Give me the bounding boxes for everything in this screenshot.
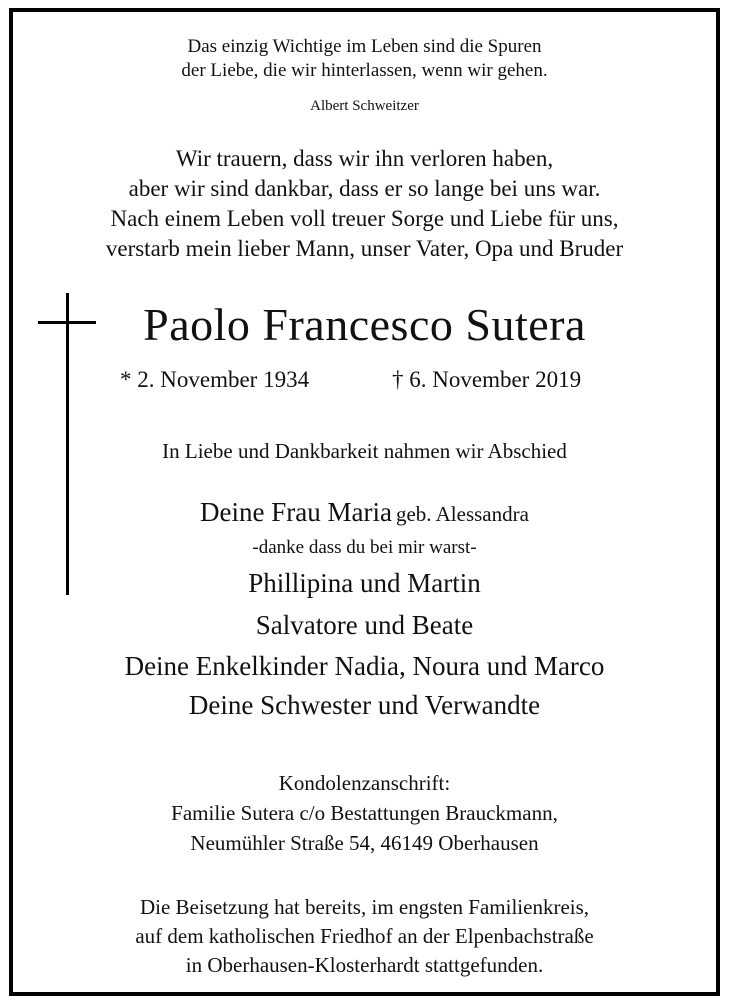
birth-date: * 2. November 1934 [120,367,310,392]
burial-line-2: auf dem katholischen Friedhof an der Elpenbachstraße [135,924,594,948]
family-line-2: Phillipina und Martin [248,568,481,598]
family-wife-line [0,499,729,526]
family-line-3: Salvatore und Beate [255,610,474,640]
intro-line-2: aber wir sind dankbar, dass er so lange bei uns war. [128,176,601,201]
family-line-5: Deine Schwester und Verwandte [188,690,541,720]
deceased-name: Paolo Francesco Sutera [143,299,586,350]
farewell-text: In Liebe und Dankbarkeit nahmen wir Abschied [162,439,567,463]
condolence-line-2: Neumühler Straße 54, 46149 Oberhausen [190,831,539,855]
intro-line-1: Wir trauern, dass wir ihn verloren haben, [175,146,554,171]
death-date: † 6. November 2019 [392,367,582,392]
intro-line-4: verstarb mein lieber Mann, unser Vater, Opa und Bruder [105,236,624,261]
quote-line-2: der Liebe, die wir hinterlassen, wenn wir gehen. [181,60,548,81]
quote-author: Albert Schweitzer [310,98,419,114]
quote-line-1: Das einzig Wichtige im Leben sind die Spuren [187,36,542,57]
family-wife-note: -danke dass du bei mir warst- [252,537,477,558]
family-wife-maiden: geb. Alessandra [395,502,529,526]
family-wife: Deine Frau Maria [200,497,392,527]
family-line-4: Deine Enkelkinder Nadia, Noura und Marco [124,651,605,681]
burial-line-1: Die Beisetzung hat bereits, im engsten Familienkreis, [139,895,590,919]
condolence-heading: Kondolenzanschrift: [278,771,451,795]
burial-line-3: in Oberhausen-Klosterhardt stattgefunden. [185,953,544,977]
condolence-line-1: Familie Sutera c/o Bestattungen Brauckmann, [171,801,558,825]
intro-line-3: Nach einem Leben voll treuer Sorge und Liebe für uns, [110,206,619,231]
